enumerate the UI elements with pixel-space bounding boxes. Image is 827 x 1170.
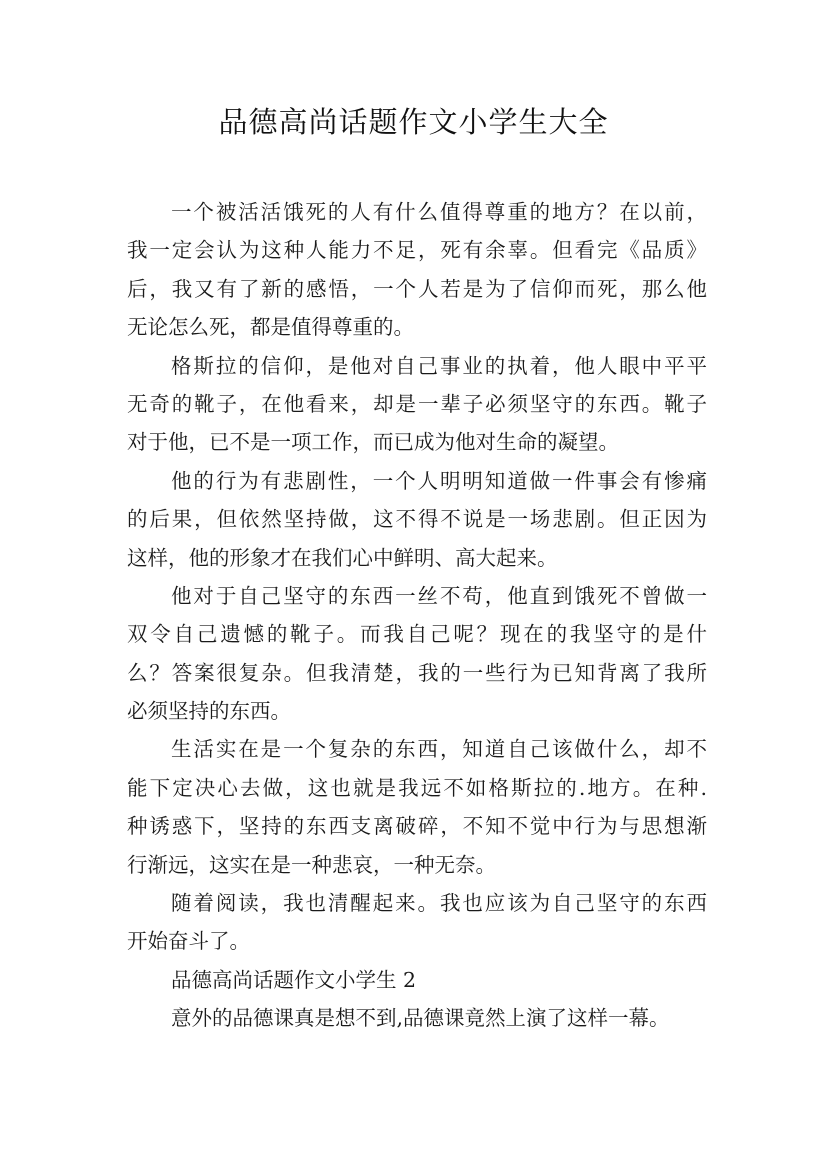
text-line: 行渐远，这实在是一种悲哀，一种无奈。 xyxy=(127,852,496,877)
text-line: 我一定会认为这种人能力不足，死有余辜。但看完《品质》 xyxy=(127,238,707,263)
text-line: 能下定决心去做，这也就是我远不如格斯拉的.地方。在种. xyxy=(127,775,707,800)
text-line: 无奇的靴子，在他看来，却是一辈子必须坚守的东西。靴子 xyxy=(127,391,707,416)
text-line: 双令自己遗憾的靴子。而我自己呢？现在的我坚守的是什 xyxy=(127,622,707,647)
text-line: 开始奋斗了。 xyxy=(127,929,250,954)
text-line: 种诱惑下，坚持的东西支离破碎，不知不觉中行为与思想渐 xyxy=(127,814,707,839)
text-line: 这样，他的形象才在我们心中鲜明、高大起来。 xyxy=(127,545,558,570)
text-line: 一个被活活饿死的人有什么值得尊重的地方？在以前， xyxy=(171,200,707,224)
text-line: 他对于自己坚守的东西一丝不苟，他直到饿死不曾做一 xyxy=(171,583,707,608)
text-line: 必须坚持的东西。 xyxy=(127,699,291,724)
document-title: 品德高尚话题作文小学生大全 xyxy=(218,105,609,139)
text-line: 无论怎么死，都是值得尊重的。 xyxy=(127,315,414,340)
document-body xyxy=(127,193,707,1038)
text-line: 生活实在是一个复杂的东西，知道自己该做什么，却不 xyxy=(171,737,707,762)
text-line: 意外的品德课真是想不到,品德课竟然上演了这样一幕。 xyxy=(171,1006,670,1031)
text-line: 的后果，但依然坚持做，这不得不说是一场悲剧。但正因为 xyxy=(127,507,707,532)
section-heading: 品德高尚话题作文小学生 2 xyxy=(171,967,417,992)
text-line: 对于他，已不是一项工作，而已成为他对生命的凝望。 xyxy=(127,430,619,455)
text-line: 么？答案很复杂。但我清楚，我的一些行为已知背离了我所 xyxy=(127,660,707,685)
text-line: 他的行为有悲剧性，一个人明明知道做一件事会有惨痛 xyxy=(171,468,707,493)
text-line: 随着阅读，我也清醒起来。我也应该为自己坚守的东西 xyxy=(171,891,707,916)
text-line: 后，我又有了新的感悟，一个人若是为了信仰而死，那么他 xyxy=(127,276,707,301)
text-line: 格斯拉的信仰，是他对自己事业的执着，他人眼中平平 xyxy=(171,353,707,378)
